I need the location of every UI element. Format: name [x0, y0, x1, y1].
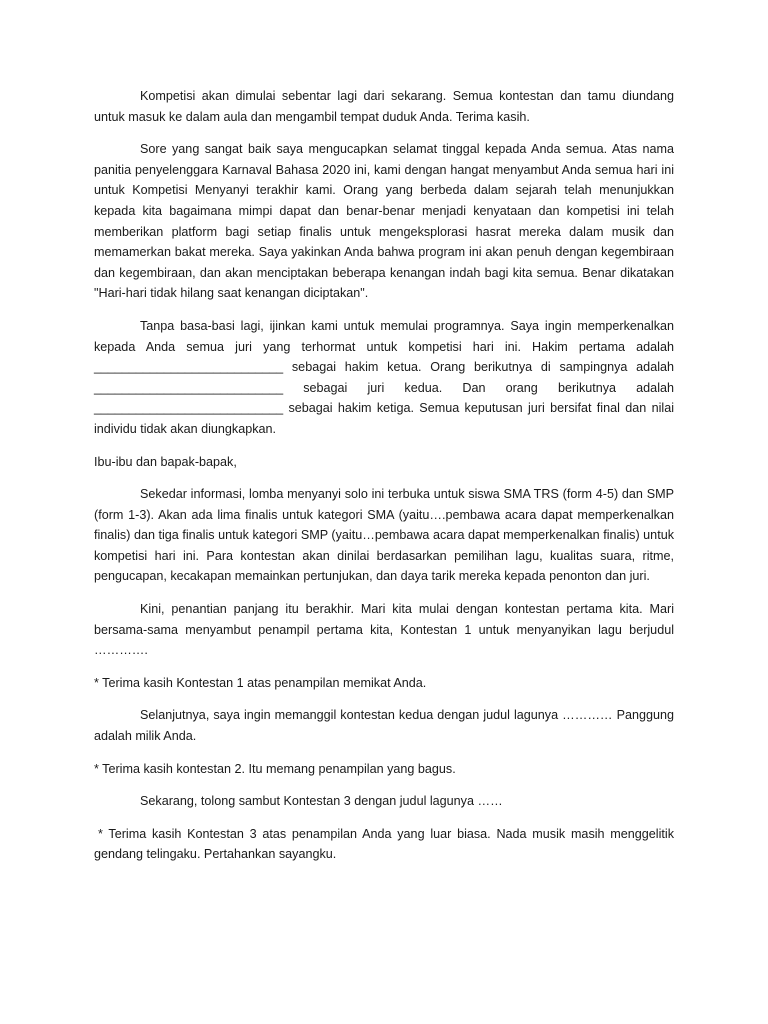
paragraph-third-contestant: Sekarang, tolong sambut Kontestan 3 dengan judul lagunya …… — [140, 794, 503, 809]
paragraph-first-contestant: Kini, penantian panjang itu berakhir. Mari kita mulai dengan kontestan pertama kita. Mari bersama-sama menyambut penampil pertama kita, Kontestan 1 untuk menyanyikan lagu berjudul …………. — [94, 602, 674, 658]
paragraph-second-contestant: Selanjutnya, saya ingin memanggil kontestan kedua dengan judul lagunya ………… Panggung adalah milik Anda. — [94, 708, 674, 744]
paragraph-welcome: Sore yang sangat baik saya mengucapkan selamat tinggal kepada Anda semua. Atas nama panitia penyelenggara Karnaval Bahasa 2020 ini, kami dengan hangat menyambut Anda semua hari ini untuk Kompetisi Menyanyi terakhir kami. Orang yang berbeda dalam sejarah telah menunjukkan kepada kita bagaimana mimpi dapat dan benar-benar menjadi kenyataan dan kompetisi ini telah memberikan platform bagi setiap finalis untuk mengeksplorasi hasrat mereka dalam musik dan memamerkan bakat mereka. Saya yakinkan Anda bahwa program ini akan penuh dengan kegembiraan dan kegembiraan, dan akan menciptakan beberapa kenangan indah bagi kita semua. Benar dikatakan "Hari-hari tidak hilang saat kenangan diciptakan". — [94, 142, 674, 301]
paragraph-thanks-contestant-1: * Terima kasih Kontestan 1 atas penampilan memikat Anda. — [94, 675, 427, 690]
paragraph-thanks-contestant-2: * Terima kasih kontestan 2. Itu memang penampilan yang bagus. — [94, 761, 456, 776]
document-body — [94, 86, 674, 877]
paragraph-greeting: Ibu-ibu dan bapak-bapak, — [94, 454, 237, 469]
paragraph-thanks-contestant-3: * Terima kasih Kontestan 3 atas penampilan Anda yang luar biasa. Nada musik masih menggelitik gendang telingaku. Pertahankan sayangku. — [94, 826, 674, 862]
paragraph-information: Sekedar informasi, lomba menyanyi solo ini terbuka untuk siswa SMA TRS (form 4-5) dan SMP (form 1-3). Akan ada lima finalis untuk kategori SMA (yaitu….pembawa acara dapat memperkenalkan finalis) dan tiga finalis untuk kategori SMP (yaitu…pembawa acara dapat memperkenalkan finalis) untuk kompetisi hari ini. Para kontestan akan dinilai berdasarkan pemilihan lagu, kualitas suara, ritme, pengucapan, kecakapan memainkan pertunjukan, dan daya tarik mereka kepada penonton dan juri. — [94, 487, 674, 584]
paragraph-opening: Kompetisi akan dimulai sebentar lagi dari sekarang. Semua kontestan dan tamu diundang untuk masuk ke dalam aula dan mengambil tempat duduk Anda. Terima kasih. — [94, 89, 674, 124]
paragraph-judges: Tanpa basa-basi lagi, ijinkan kami untuk memulai programnya. Saya ingin memperkenalkan kepada Anda semua juri yang terhormat untuk kompetisi hari ini. Hakim pertama adalah ___________________________ sebagai hakim ketua. Orang berikutnya di sampingnya adalah ___________________________ sebagai juri kedua. Dan orang berikutnya adalah ___________________________ sebagai hakim ketiga. Semua keputusan juri bersifat final dan nilai individu tidak akan diungkapkan. — [94, 318, 674, 436]
